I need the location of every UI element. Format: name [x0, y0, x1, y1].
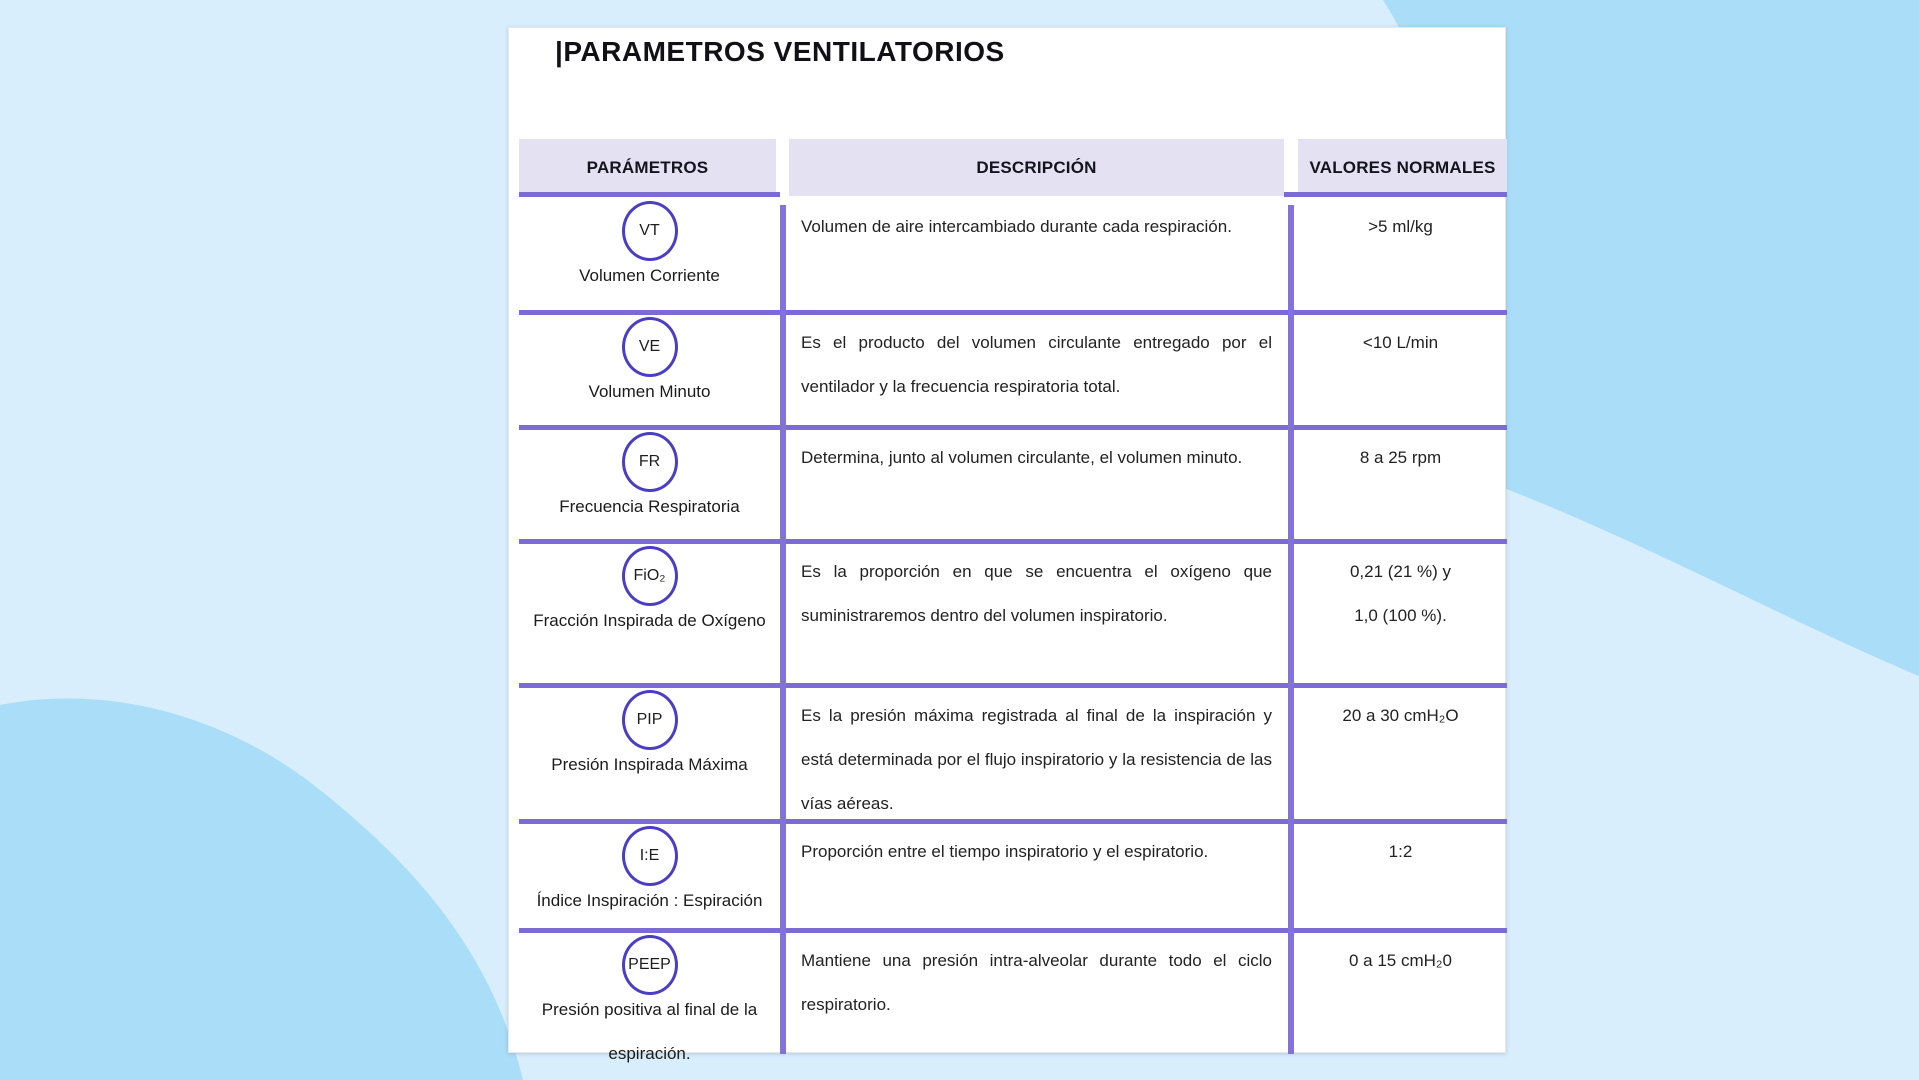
values-cell: [1294, 824, 1507, 928]
table-row-ve: [519, 315, 1507, 425]
table-row-peep: [519, 933, 1507, 1063]
background-blob-bottom-left: [0, 698, 523, 1080]
description-text: Determina, junto al volumen circulante, el volumen minuto.: [801, 448, 1243, 467]
table-row-pip: [519, 688, 1507, 819]
description-text: Proporción entre el tiempo inspiratorio y el espiratorio.: [801, 842, 1209, 861]
param-cell: [519, 688, 780, 819]
param-label: Presión Inspirada Máxima: [551, 755, 748, 774]
param-abbr: PEEP: [628, 956, 671, 973]
param-abbr-circle: [622, 826, 678, 886]
description-text: Es el producto del volumen circulante entregado por el ventilador y la frecuencia respiratoria total.: [801, 333, 1272, 396]
column-header-valores-normales: VALORES NORMALES: [1298, 139, 1507, 196]
value-line: >5 ml/kg: [1368, 217, 1433, 236]
description-cell: [786, 933, 1288, 1054]
description-cell: [786, 315, 1288, 425]
param-label: Presión positiva al final de la espiración.: [541, 1000, 758, 1063]
values-cell: [1294, 315, 1507, 425]
description-text: Volumen de aire intercambiado durante cada respiración.: [801, 217, 1232, 236]
description-cell: [786, 688, 1288, 819]
param-label: Fracción Inspirada de Oxígeno: [533, 611, 766, 630]
table-row-fr: [519, 430, 1507, 539]
document-page: [508, 27, 1506, 1063]
value-line: 1:2: [1388, 842, 1413, 861]
table-row-fio2: [519, 544, 1507, 683]
param-abbr: FR: [638, 453, 661, 470]
column-header-descripcion: DESCRIPCIÓN: [789, 139, 1284, 196]
param-abbr-circle: [622, 317, 678, 377]
param-label: Índice Inspiración : Espiración: [536, 891, 763, 910]
values-cell: [1294, 199, 1507, 310]
description-text: Es la proporción en que se encuentra el oxígeno que suministraremos dentro del volumen inspiratorio.: [801, 562, 1272, 625]
param-abbr: FiO₂: [633, 567, 666, 584]
value-line: 0,21 (21 %) y: [1349, 562, 1452, 581]
header-underline-left: [519, 192, 780, 197]
column-header-parametros: PARÁMETROS: [519, 139, 776, 196]
values-cell: [1294, 933, 1507, 1054]
param-cell: [519, 824, 780, 928]
value-line: 1,0 (100 %).: [1354, 606, 1447, 625]
values-cell: [1294, 688, 1507, 819]
param-abbr-circle: [622, 690, 678, 750]
param-abbr: VT: [639, 222, 660, 239]
param-cell: [519, 933, 780, 1063]
param-cell: [519, 430, 780, 539]
values-cell: [1294, 544, 1507, 683]
param-abbr: PIP: [636, 711, 663, 728]
param-label: Frecuencia Respiratoria: [559, 497, 740, 516]
value-line: 0 a 15 cmH₂0: [1349, 951, 1452, 970]
param-abbr-circle: [622, 935, 678, 995]
description-cell: [786, 199, 1288, 310]
description-cell: [786, 544, 1288, 683]
param-cell: [519, 315, 780, 425]
param-abbr: I:E: [639, 847, 660, 864]
table-row-ie: [519, 824, 1507, 928]
param-abbr-circle: [622, 201, 678, 261]
header-underline-right: [1284, 192, 1507, 197]
param-abbr: VE: [638, 338, 661, 355]
param-abbr-circle: [622, 432, 678, 492]
param-label: Volumen Minuto: [588, 382, 711, 401]
values-cell: [1294, 430, 1507, 539]
description-cell: [786, 430, 1288, 539]
page-title: |PARAMETROS VENTILATORIOS: [555, 36, 1005, 67]
value-line: <10 L/min: [1362, 333, 1439, 352]
table-row-vt: [519, 199, 1507, 310]
value-line: 20 a 30 cmH₂O: [1342, 706, 1459, 725]
param-cell: [519, 544, 780, 683]
description-text: Es la presión máxima registrada al final de la inspiración y está determinada por el flujo inspiratorio y la resistencia de las vías aéreas.: [801, 706, 1272, 813]
description-text: Mantiene una presión intra-alveolar durante todo el ciclo respiratorio.: [801, 951, 1272, 1014]
description-cell: [786, 824, 1288, 928]
value-line: 8 a 25 rpm: [1359, 448, 1442, 467]
param-label: Volumen Corriente: [579, 266, 720, 285]
param-cell: [519, 199, 780, 310]
param-abbr-circle: [622, 546, 678, 606]
